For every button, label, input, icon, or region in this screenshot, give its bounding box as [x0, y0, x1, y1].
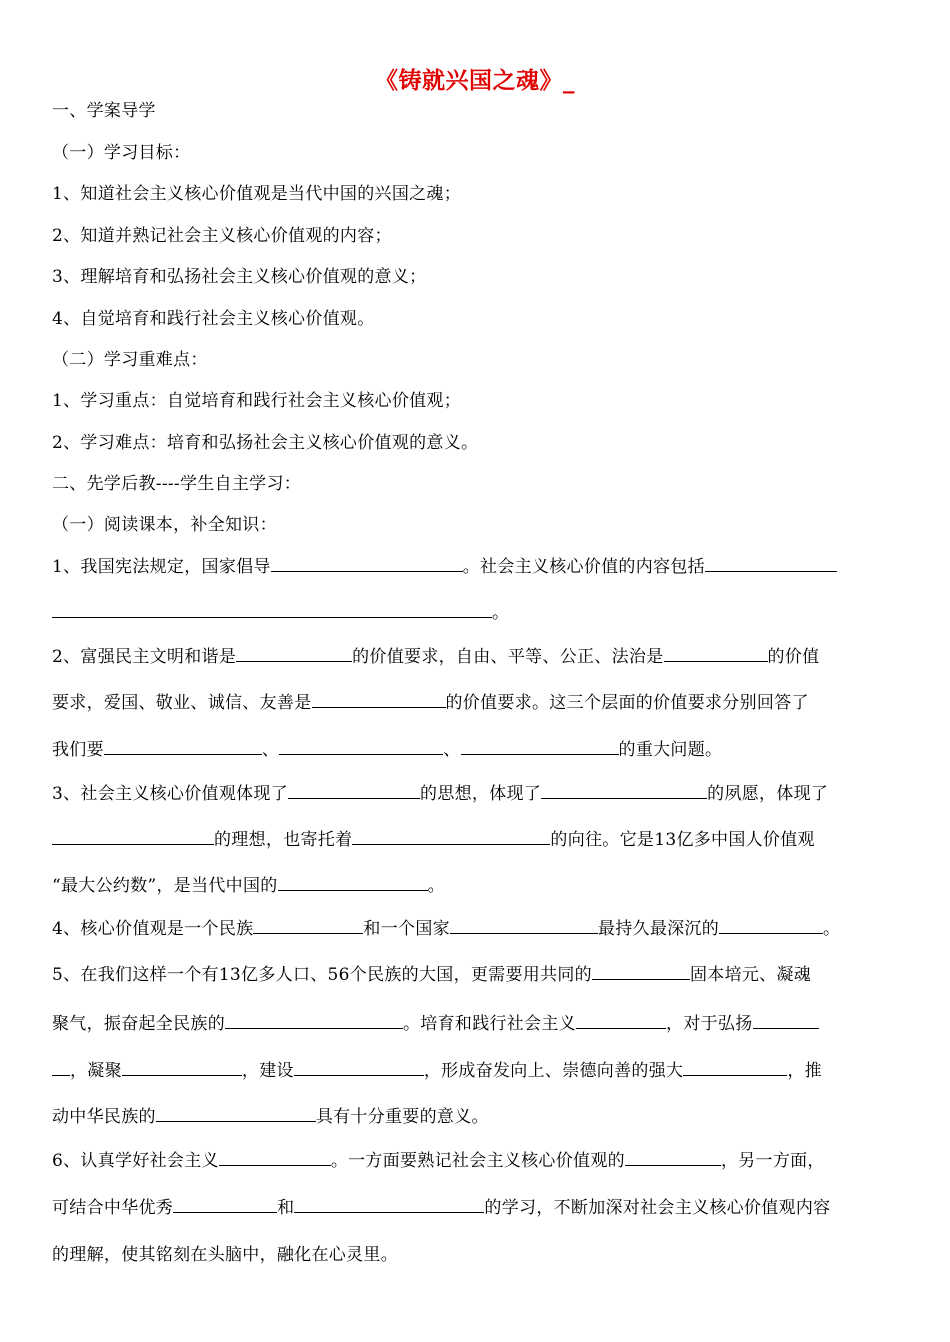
fill-blank[interactable]	[683, 1061, 787, 1076]
question-3-line-1	[52, 783, 912, 805]
q5-text-b: 固本培元、凝魂	[689, 965, 812, 985]
fill-blank[interactable]	[592, 965, 690, 980]
q5-text-d: 。培育和践行社会主义	[403, 1014, 576, 1034]
fill-blank[interactable]	[294, 1198, 484, 1213]
q5-text-i: ，推	[787, 1061, 822, 1081]
fill-blank[interactable]	[294, 1061, 424, 1076]
q4-text-b: 和一个国家	[363, 919, 450, 939]
fill-blank[interactable]	[156, 1107, 316, 1122]
q1-text-b: 。社会主义核心价值的内容包括	[462, 557, 705, 577]
question-5-line-4	[52, 1106, 912, 1128]
fill-blank[interactable]	[236, 647, 352, 662]
fill-blank[interactable]	[705, 557, 837, 572]
question-5-line-2	[52, 1013, 912, 1035]
question-3-line-3	[52, 875, 912, 897]
fill-blank[interactable]	[541, 784, 707, 799]
question-6-line-2	[52, 1197, 912, 1219]
q3-text-d: 的理想，也寄托着	[214, 830, 353, 850]
section2-heading: 二、先学后教----学生自主学习：	[52, 474, 302, 494]
q5-text-e: ，对于弘扬	[666, 1014, 753, 1034]
q3-text-b: 的思想，体现了	[420, 784, 542, 804]
q3-text-c: 的夙愿，体现了	[707, 784, 829, 804]
fill-blank[interactable]	[352, 830, 550, 845]
question-2-line-3	[52, 739, 912, 761]
question-5-line-3	[52, 1060, 912, 1082]
objective-1: 1、知道社会主义核心价值观是当代中国的兴国之魂；	[52, 184, 462, 204]
question-6-line-1	[52, 1150, 912, 1172]
section2-subheading: （一）阅读课本，补全知识：	[52, 515, 277, 535]
fill-blank[interactable]	[625, 1151, 721, 1166]
question-2-line-2	[52, 692, 912, 714]
q2-text-f: 我们要	[52, 740, 104, 760]
q6-text-c: ，另一方面，	[720, 1151, 825, 1171]
fill-blank[interactable]	[173, 1198, 277, 1213]
fill-blank[interactable]	[52, 1061, 70, 1076]
q1-text-c: 。	[492, 603, 510, 623]
fill-blank[interactable]	[450, 919, 598, 934]
fill-blank[interactable]	[104, 740, 262, 755]
fill-blank[interactable]	[576, 1014, 666, 1029]
fill-blank[interactable]	[279, 740, 443, 755]
q5-text-f: ，凝聚	[70, 1061, 122, 1081]
fill-blank[interactable]	[271, 557, 463, 572]
q3-text-a: 3、社会主义核心价值观体现了	[52, 784, 289, 804]
fill-blank[interactable]	[253, 919, 363, 934]
q1-text-a: 1、我国宪法规定，国家倡导	[52, 557, 271, 577]
question-1-line-2	[52, 602, 912, 624]
key-point-1: 1、学习重点：自觉培育和践行社会主义核心价值观；	[52, 391, 462, 411]
question-6-line-3: 的理解，使其铭刻在头脑中，融化在心灵里。	[52, 1245, 398, 1265]
q4-text-c: 最持久最深沉的	[597, 919, 720, 939]
fill-blank[interactable]	[122, 1061, 242, 1076]
key-points-heading: （二）学习重难点：	[52, 350, 208, 370]
q2-text-i: 的重大问题。	[618, 740, 723, 760]
fill-blank[interactable]	[312, 693, 446, 708]
fill-blank[interactable]	[219, 1151, 331, 1166]
fill-blank[interactable]	[288, 784, 420, 799]
question-1-line-1	[52, 556, 912, 578]
q6-text-e: 和	[277, 1198, 295, 1218]
q3-text-f: “最大公约数”，是当代中国的	[52, 876, 278, 896]
fill-blank[interactable]	[461, 740, 619, 755]
objective-3: 3、理解培育和弘扬社会主义核心价值观的意义；	[52, 267, 427, 287]
q2-text-d: 要求，爱国、敬业、诚信、友善是	[52, 693, 312, 713]
q2-text-g: 、	[261, 740, 280, 760]
q5-text-h: ，形成奋发向上、崇德向善的强大	[423, 1061, 684, 1081]
q4-text-a: 4、核心价值观是一个民族	[52, 919, 254, 939]
fill-blank[interactable]	[225, 1014, 403, 1029]
question-5-line-1	[52, 964, 912, 986]
objective-4: 4、自觉培育和践行社会主义核心价值观。	[52, 309, 375, 329]
question-2-line-1	[52, 646, 912, 668]
q5-text-c: 聚气，振奋起全民族的	[52, 1014, 225, 1034]
document-title: 《铸就兴国之魂》_	[375, 68, 575, 94]
fill-blank[interactable]	[664, 647, 768, 662]
q6-text-a: 6、认真学好社会主义	[52, 1151, 219, 1171]
q6-text-b: 。一方面要熟记社会主义核心价值观的	[330, 1151, 625, 1171]
q4-text-d: 。	[823, 919, 841, 939]
q5-text-g: ，建设	[241, 1061, 294, 1081]
objective-2: 2、知道并熟记社会主义核心价值观的内容；	[52, 226, 392, 246]
q5-text-j: 动中华民族的	[52, 1107, 156, 1127]
q3-text-e: 的向往。它是13亿多中国人价值观	[550, 830, 815, 850]
q2-text-c: 的价值	[767, 647, 820, 667]
q5-text-k: 具有十分重要的意义。	[315, 1107, 489, 1127]
objectives-heading: （一）学习目标：	[52, 143, 191, 163]
fill-blank[interactable]	[753, 1014, 819, 1029]
question-3-line-2	[52, 829, 912, 851]
key-point-2: 2、学习难点：培育和弘扬社会主义核心价值观的意义。	[52, 433, 479, 453]
q6-text-d: 可结合中华优秀	[52, 1198, 174, 1218]
question-4-line-1	[52, 918, 912, 940]
q3-text-g: 。	[427, 876, 445, 896]
q6-text-f: 的学习，不断加深对社会主义核心价值观内容	[484, 1198, 831, 1218]
q2-text-e: 的价值要求。这三个层面的价值要求分别回答了	[445, 693, 809, 713]
q2-text-b: 的价值要求，自由、平等、公正、法治是	[352, 647, 664, 667]
q5-text-a: 5、在我们这样一个有13亿多人口、56个民族的大国，更需要用共同的	[52, 965, 592, 985]
section1-heading: 一、学案导学	[52, 101, 156, 121]
fill-blank[interactable]	[52, 603, 492, 618]
fill-blank[interactable]	[278, 876, 428, 891]
q2-text-h: 、	[443, 740, 461, 760]
q2-text-a: 2、富强民主文明和谐是	[52, 647, 237, 667]
fill-blank[interactable]	[719, 919, 823, 934]
fill-blank[interactable]	[52, 830, 214, 845]
